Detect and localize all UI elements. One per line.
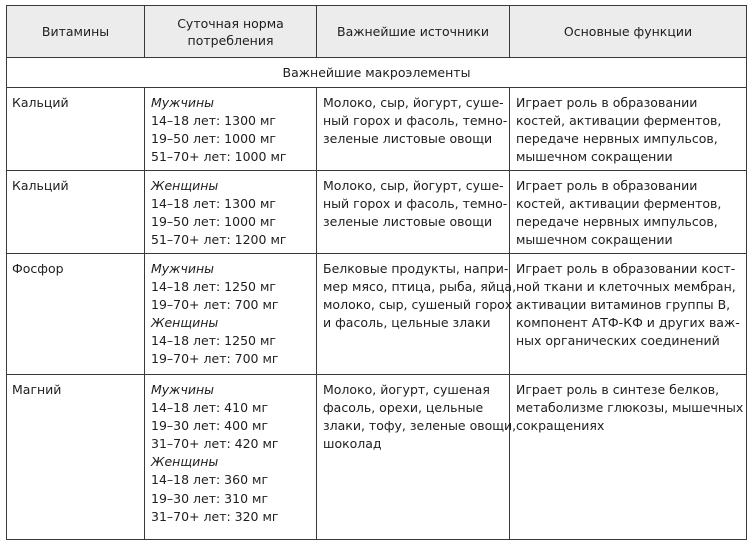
sources-line: злаки, тофу, зеленые овощи,: [323, 418, 517, 434]
sources-cell: [317, 375, 517, 540]
norm-line: 19–50 лет: 1000 мг: [151, 131, 276, 147]
functions-cell: [510, 375, 747, 540]
sources-cell: [317, 171, 510, 254]
functions-line: мышечном сокращении: [516, 232, 673, 248]
functions-cell: [510, 88, 747, 171]
nutrient-name: Кальций: [12, 178, 69, 193]
table-row: [7, 171, 747, 254]
header-sources: Важнейшие источники: [317, 6, 510, 58]
nutrient-name: Кальций: [12, 95, 69, 110]
nutrient-name-cell: [7, 254, 145, 375]
functions-line: Играет роль в образовании: [516, 178, 698, 193]
norm-line: 51–70+ лет: 1200 мг: [151, 232, 287, 248]
norm-cell: [145, 88, 317, 171]
norm-line: 19–30 лет: 310 мг: [151, 490, 269, 506]
nutrient-name-cell: [7, 88, 145, 171]
norm-line: 14–18 лет: 1250 мг: [151, 279, 276, 295]
norm-line: 19–30 лет: 400 мг: [151, 418, 269, 434]
header-daily-norm-line1: Суточная норма: [177, 15, 284, 31]
functions-line: передаче нервных импульсов,: [516, 131, 718, 147]
section-title: Важнейшие макроэлементы: [7, 58, 747, 88]
norm-line: 19–50 лет: 1000 мг: [151, 214, 276, 230]
functions-cell: [510, 254, 747, 375]
sources-line: Белковые продукты, напри-: [323, 261, 509, 276]
sources-line: шоколад: [323, 436, 382, 452]
sources-line: Молоко, сыр, йогурт, суше-: [323, 95, 504, 110]
sex-label: Женщины: [151, 315, 219, 331]
sources-line: и фасоль, цельные злаки: [323, 315, 491, 331]
section-row: [7, 58, 747, 88]
norm-line: 14–18 лет: 1250 мг: [151, 333, 276, 349]
functions-line: ных органических соединений: [516, 333, 720, 349]
functions-line: активации витаминов группы B,: [516, 297, 731, 313]
norm-line: 14–18 лет: 1300 мг: [151, 196, 276, 212]
functions-line: костей, активации ферментов,: [516, 196, 722, 212]
norm-cell: [145, 171, 317, 254]
norm-line: 31–70+ лет: 320 мг: [151, 508, 279, 524]
sources-line: Молоко, йогурт, сушеная: [323, 382, 490, 397]
norm-line: 14–18 лет: 360 мг: [151, 472, 269, 488]
sources-line: молоко, сыр, сушеный горох: [323, 297, 513, 313]
norm-cell: [145, 254, 317, 375]
norm-cell: [145, 375, 317, 540]
sex-label: Мужчины: [151, 382, 214, 397]
sources-line: ный горох и фасоль, темно-: [323, 196, 508, 212]
sources-cell: [317, 88, 510, 171]
norm-line: 14–18 лет: 1300 мг: [151, 113, 276, 129]
functions-line: ной ткани и клеточных мембран,: [516, 279, 736, 295]
nutrient-table: [6, 5, 747, 540]
functions-line: Играет роль в образовании: [516, 95, 698, 110]
sex-label: Мужчины: [151, 95, 214, 110]
nutrient-name: Фосфор: [12, 261, 64, 276]
functions-line: костей, активации ферментов,: [516, 113, 722, 129]
sex-label: Женщины: [151, 178, 219, 193]
table-row: [7, 375, 747, 540]
nutrient-name-cell: [7, 171, 145, 254]
functions-cell: [510, 171, 747, 254]
header-daily-norm-line2: потребления: [187, 32, 274, 48]
sources-line: фасоль, орехи, цельные: [323, 400, 484, 416]
table-row: [7, 254, 747, 375]
header-vitamins: Витамины: [7, 6, 145, 58]
functions-line: Играет роль в синтезе белков,: [516, 382, 720, 397]
sources-line: зеленые листовые овощи: [323, 131, 493, 147]
functions-line: мышечном сокращении: [516, 149, 673, 165]
norm-line: 14–18 лет: 410 мг: [151, 400, 269, 416]
sources-line: ный горох и фасоль, темно-: [323, 113, 508, 129]
functions-line: сокращениях: [516, 418, 605, 434]
header-daily-norm: [145, 6, 317, 58]
norm-line: 51–70+ лет: 1000 мг: [151, 149, 287, 165]
functions-line: метаболизме глюкозы, мышечных: [516, 400, 744, 416]
sources-line: Молоко, сыр, йогурт, суше-: [323, 178, 504, 193]
sex-label: Мужчины: [151, 261, 214, 276]
sources-cell: [317, 254, 517, 375]
sources-line: зеленые листовые овощи: [323, 214, 493, 230]
nutrient-name: Магний: [12, 382, 62, 397]
nutrient-name-cell: [7, 375, 145, 540]
sex-label: Женщины: [151, 454, 219, 470]
table-row: [7, 88, 747, 171]
norm-line: 19–70+ лет: 700 мг: [151, 297, 279, 313]
functions-line: передаче нервных импульсов,: [516, 214, 718, 230]
functions-line: компонент АТФ-КФ и других важ-: [516, 315, 740, 331]
norm-line: 19–70+ лет: 700 мг: [151, 351, 279, 367]
sources-line: мер мясо, птица, рыба, яйца,: [323, 279, 517, 295]
header-functions: Основные функции: [510, 6, 747, 58]
header-row: [7, 6, 747, 58]
functions-line: Играет роль в образовании кост-: [516, 261, 736, 276]
norm-line: 31–70+ лет: 420 мг: [151, 436, 279, 452]
